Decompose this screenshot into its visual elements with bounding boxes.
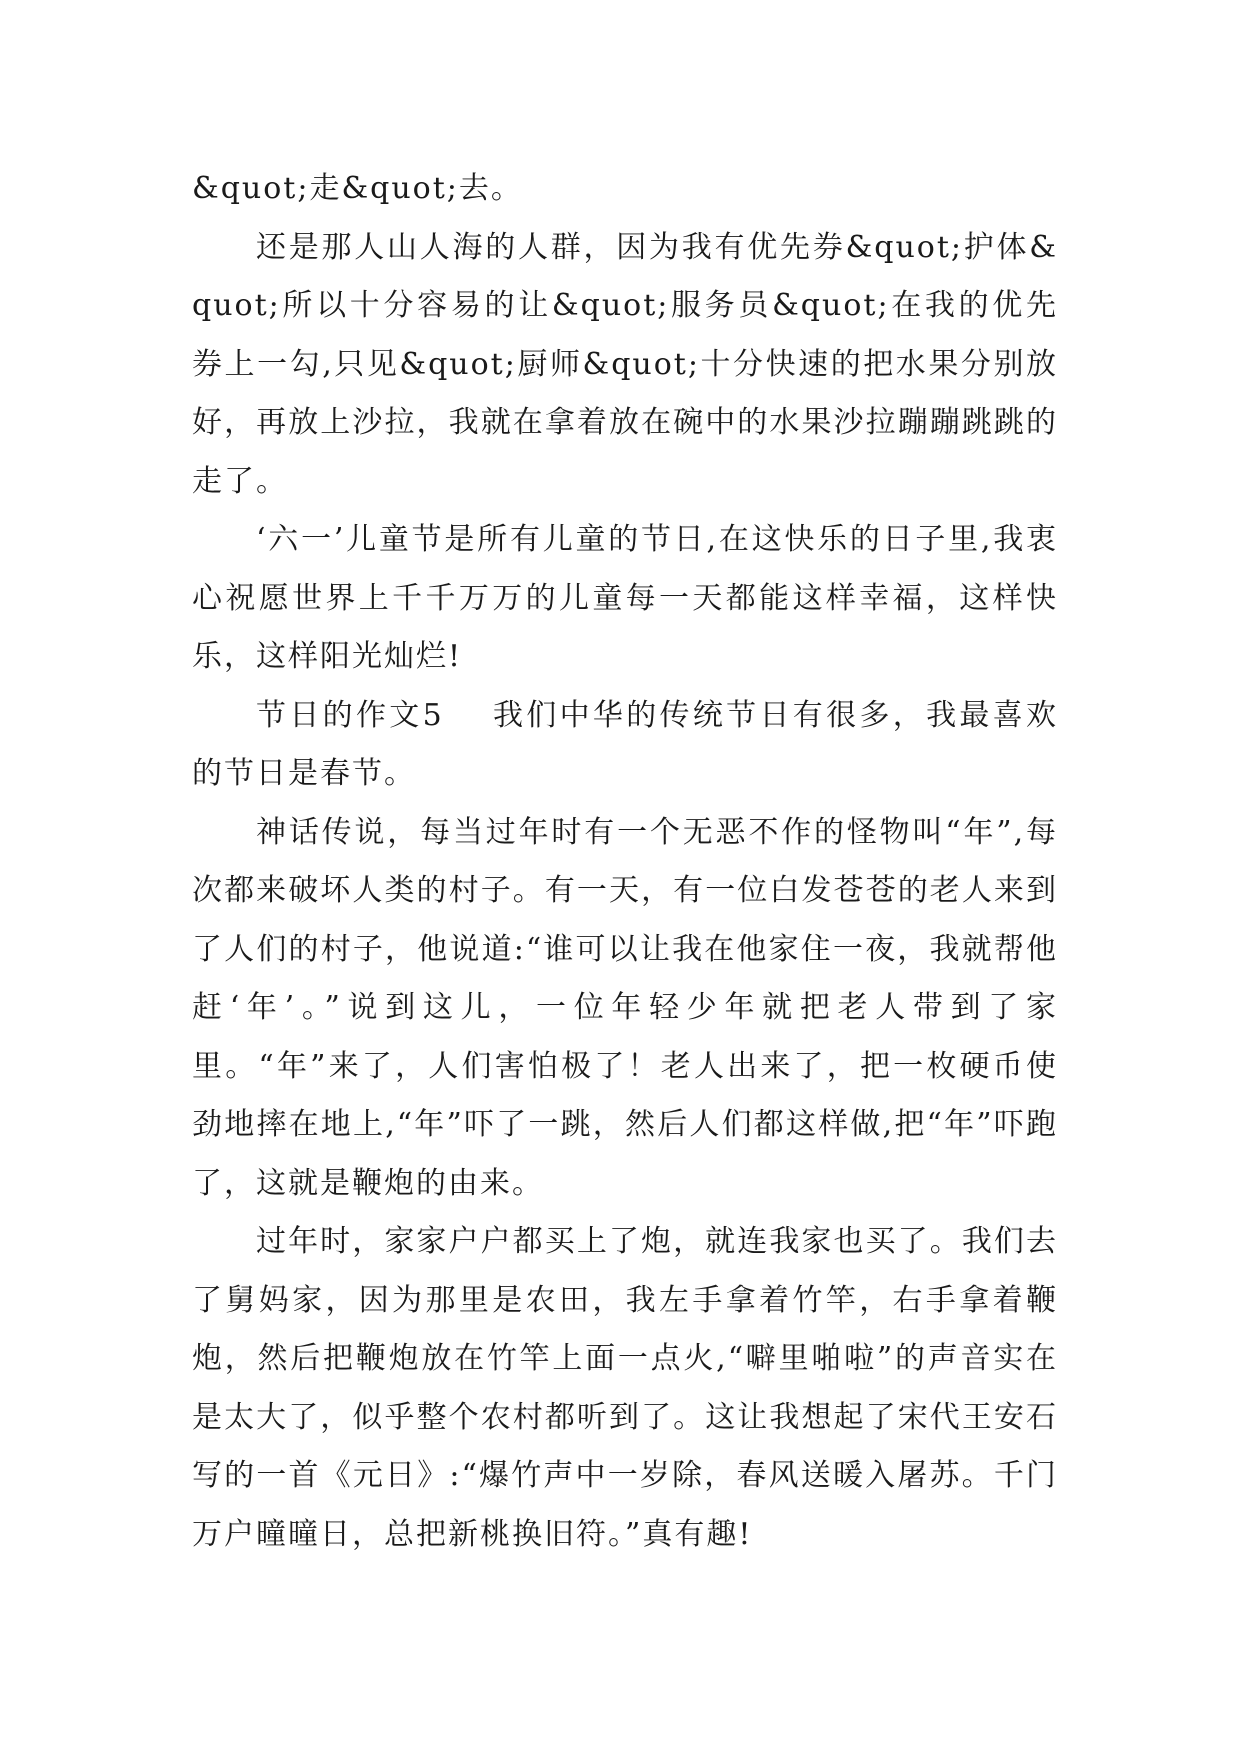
paragraph-continuation: &quot;走&quot;去。 bbox=[192, 171, 523, 206]
document-body bbox=[192, 160, 1058, 1564]
paragraph-firecrackers: 过年时，家家户户都买上了炮，就连我家也买了。我们去了舅妈家，因为那里是农田，我左手拿着竹竿，右手拿着鞭炮，然后把鞭炮放在竹竿上面一点火,“噼里啪啦”的声音实在是太大了，似乎整个农村都听到了。这让我想起了宋代王安石写的一首《元日》:“爆竹声中一岁除，春风送暖入屠苏。千门万户曈曈日，总把新桃换旧符。”真有趣! bbox=[192, 1224, 1058, 1552]
paragraph-nian-legend: 神话传说，每当过年时有一个无恶不作的怪物叫“年”,每次都来破坏人类的村子。有一天，有一位白发苍苍的老人来到了人们的村子，他说道:“谁可以让我在他家住一夜，我就帮他赶‘年’。”说到这儿，一位年轻少年就把老人带到了家里。“年”来了，人们害怕极了！老人出来了，把一枚硬币使劲地摔在地上,“年”吓了一跳，然后人们都这样做,把“年”吓跑了，这就是鞭炮的由来。 bbox=[192, 814, 1058, 1201]
essay-intro-text: 我们中华的传统节日有很多，我最喜欢的节日是春节。 bbox=[192, 697, 1059, 791]
paragraph-childrens-day-wish: ‘六一’儿童节是所有儿童的节日,在这快乐的日子里,我衷心祝愿世界上千千万万的儿童每一天都能这样幸福，这样快乐，这样阳光灿烂! bbox=[192, 522, 1058, 674]
paragraph-buffet: 还是那人山人海的人群，因为我有优先券&quot;护体&quot;所以十分容易的让&quot;服务员&quot;在我的优先券上一勾,只见&quot;厨师&quot;十分快速的把水果分别放好，再放上沙拉，我就在拿着放在碗中的水果沙拉蹦蹦跳跳的走了。 bbox=[192, 229, 1058, 499]
essay-heading: 节日的作文5 bbox=[256, 697, 444, 733]
paragraph-essay-5-intro bbox=[192, 687, 1058, 804]
